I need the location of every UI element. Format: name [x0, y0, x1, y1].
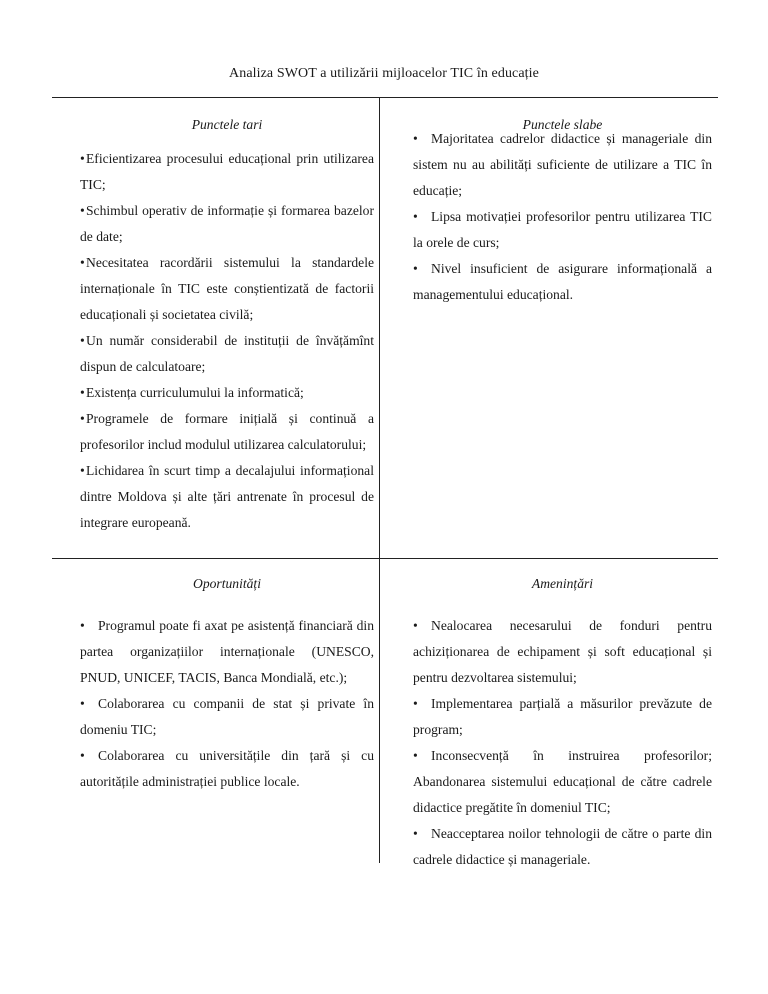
- threats-quadrant: [413, 571, 712, 873]
- threats-list: [413, 613, 712, 873]
- list-item-text: Necesitatea racordării sistemului la standardele internaționale în TIC este conștientizată de factorii educaționali și societatea civilă;: [80, 255, 374, 322]
- bullet-icon: •: [80, 618, 85, 633]
- list-item: [80, 146, 374, 198]
- table-vertical-divider: [379, 97, 380, 863]
- weaknesses-quadrant: [413, 112, 712, 308]
- bullet-icon: •: [80, 411, 85, 426]
- document-title: Analiza SWOT a utilizării mijloacelor TIC în educație: [229, 66, 539, 81]
- list-item: [413, 743, 712, 821]
- weaknesses-heading: Punctele slabe: [522, 117, 603, 132]
- weaknesses-list: [413, 126, 712, 308]
- table-middle-divider: [52, 558, 718, 559]
- list-item-text: Un număr considerabil de instituții de învățămînt dispun de calculatoare;: [80, 333, 374, 374]
- strengths-list: [80, 146, 374, 536]
- bullet-icon: •: [413, 261, 418, 276]
- list-item-text: Colaborarea cu universitățile din țară și cu autoritățile administrației publice locale.: [80, 748, 374, 789]
- list-item-text: Colaborarea cu companii de stat și private în domeniu TIC;: [80, 696, 374, 737]
- list-item: [80, 691, 374, 743]
- strengths-quadrant: [80, 112, 374, 536]
- list-item-text: Neacceptarea noilor tehnologii de către o parte din cadrele didactice și manageriale.: [413, 826, 712, 867]
- bullet-icon: •: [80, 748, 85, 763]
- list-item: [80, 380, 374, 406]
- bullet-icon: •: [80, 151, 85, 166]
- bullet-icon: •: [80, 385, 85, 400]
- list-item: [80, 328, 374, 380]
- bullet-icon: •: [413, 131, 418, 146]
- bullet-icon: •: [80, 463, 85, 478]
- list-item-text: Nealocarea necesarului de fonduri pentru achiziționarea de echipament și soft educațional și pentru dezvoltarea sistemului;: [413, 618, 712, 685]
- bullet-icon: •: [413, 209, 418, 224]
- list-item-text: Existența curriculumului la informatică;: [86, 385, 304, 400]
- threats-heading: Amenințări: [531, 576, 594, 591]
- bullet-icon: •: [80, 255, 85, 270]
- bullet-icon: •: [413, 618, 418, 633]
- list-item-text: Lichidarea în scurt timp a decalajului informațional dintre Moldova și alte țări antrenate în procesul de integrare europeană.: [80, 463, 374, 530]
- list-item: [413, 204, 712, 256]
- list-item: [413, 613, 712, 691]
- list-item: [80, 743, 374, 795]
- bullet-icon: •: [413, 696, 418, 711]
- list-item: [413, 256, 712, 308]
- list-item: [80, 250, 374, 328]
- list-item-text: Schimbul operativ de informație și formarea bazelor de date;: [80, 203, 374, 244]
- list-item: [80, 406, 374, 458]
- list-item-text: Programele de formare inițială și continuă a profesorilor includ modulul utilizarea calculatorului;: [80, 411, 374, 452]
- bullet-icon: •: [413, 748, 418, 763]
- bullet-icon: •: [80, 696, 85, 711]
- opportunities-heading: Oportunități: [193, 576, 261, 591]
- list-item-text: Majoritatea cadrelor didactice și manageriale din sistem nu au abilități suficiente de utilizare a TIC în educație;: [413, 131, 712, 198]
- list-item: [413, 821, 712, 873]
- list-item: [80, 198, 374, 250]
- list-item-text: Implementarea parțială a măsurilor prevăzute de program;: [413, 696, 712, 737]
- list-item-text: Programul poate fi axat pe asistență financiară din partea organizațiilor internaționale (UNESCO, PNUD, UNICEF, TACIS, Banca Mondială, etc.);: [80, 618, 374, 685]
- bullet-icon: •: [80, 203, 85, 218]
- list-item-text: Lipsa motivației profesorilor pentru utilizarea TIC la orele de curs;: [413, 209, 712, 250]
- list-item-text: Inconsecvență în instruirea profesorilor; Abandonarea sistemului educațional de către cadrele didactice pregătite în domeniul TIC;: [413, 748, 712, 815]
- list-item: [413, 126, 712, 204]
- bullet-icon: •: [80, 333, 85, 348]
- list-item: [80, 613, 374, 691]
- list-item-text: Eficientizarea procesului educațional prin utilizarea TIC;: [80, 151, 374, 192]
- list-item-text: Nivel insuficient de asigurare informațională a managementului educațional.: [413, 261, 712, 302]
- list-item: [80, 458, 374, 536]
- opportunities-quadrant: [80, 571, 374, 795]
- opportunities-list: [80, 613, 374, 795]
- table-top-border: [52, 97, 718, 98]
- bullet-icon: •: [413, 826, 418, 841]
- list-item: [413, 691, 712, 743]
- strengths-heading: Punctele tari: [191, 117, 263, 132]
